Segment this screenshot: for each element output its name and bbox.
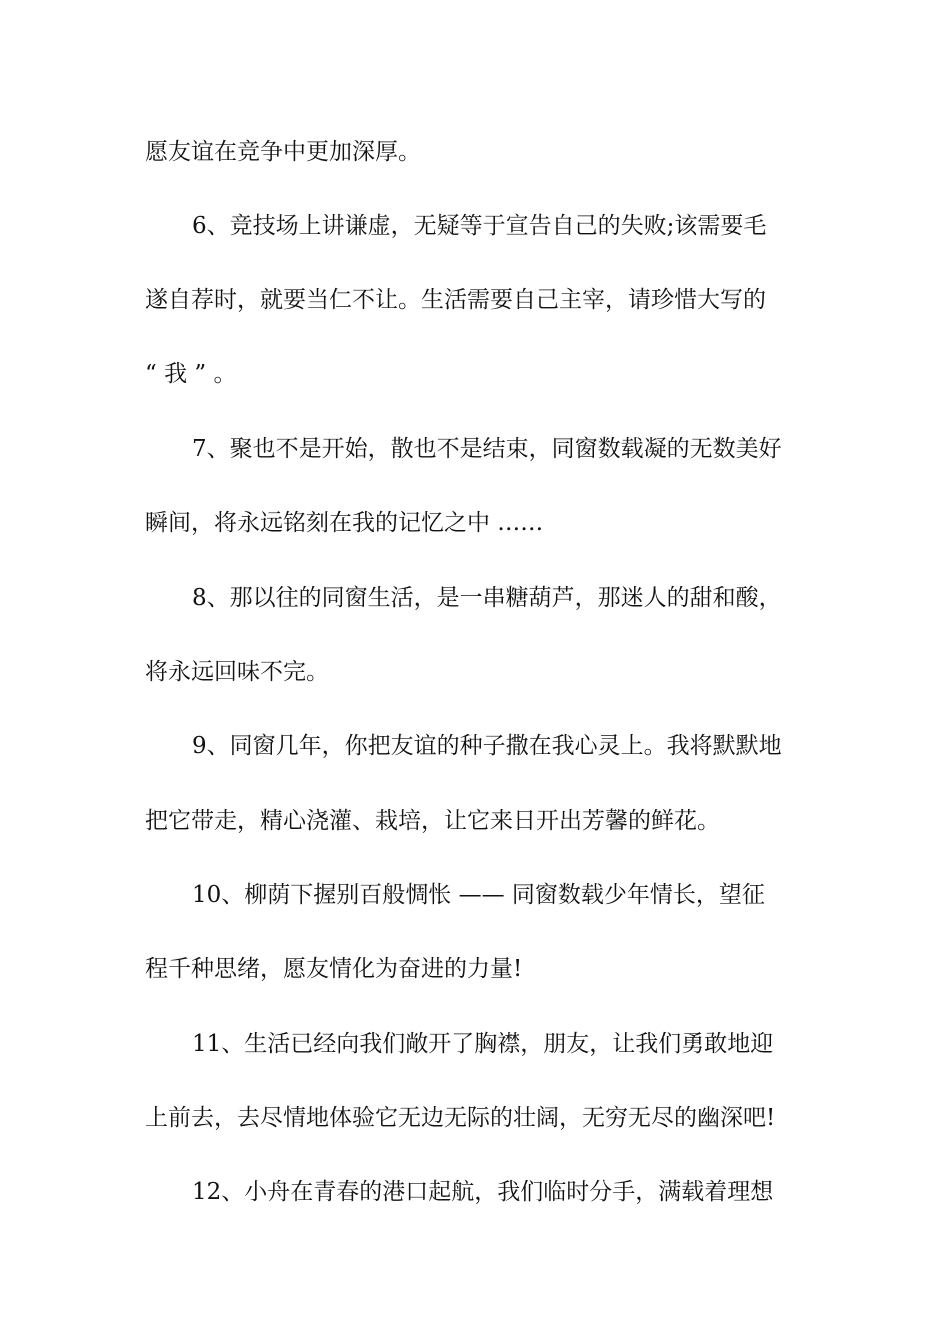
text-line: 11、生活已经向我们敞开了胸襟，朋友，让我们勇敢地迎: [192, 1031, 774, 1057]
text-line: “ 我 ” 。: [145, 361, 237, 387]
text-line: 10、柳荫下握别百般惆怅 —— 同窗数载少年情长，望征: [192, 882, 765, 908]
text-line: 12、小舟在青春的港口起航，我们临时分手，满载着理想: [192, 1179, 774, 1205]
text-line: 把它带走，精心浇灌、栽培，让它来日开出芳馨的鲜花。: [145, 808, 720, 834]
text-line: 遂自荐时，就要当仁不让。生活需要自己主宰，请珍惜大写的: [145, 287, 766, 313]
text-line: 将永远回味不完。: [145, 659, 329, 685]
text-line: 程千种思绪，愿友情化为奋进的力量!: [145, 956, 523, 982]
text-line: 9、同窗几年，你把友谊的种子撒在我心灵上。我将默默地: [192, 733, 782, 759]
text-line: 瞬间，将永远铭刻在我的记忆之中 ……: [145, 510, 544, 536]
text-line: 7、聚也不是开始，散也不是结束，同窗数载凝的无数美好: [192, 436, 782, 462]
text-line: 上前去，去尽情地体验它无边无际的壮阔，无穷无尽的幽深吧!: [145, 1105, 776, 1131]
text-line: 愿友谊在竞争中更加深厚。: [145, 139, 421, 165]
text-line: 8、那以往的同窗生活，是一串糖葫芦，那迷人的甜和酸，: [192, 585, 782, 611]
text-line: 6、竞技场上讲谦虚，无疑等于宣告自己的失败;该需要毛: [192, 213, 767, 239]
